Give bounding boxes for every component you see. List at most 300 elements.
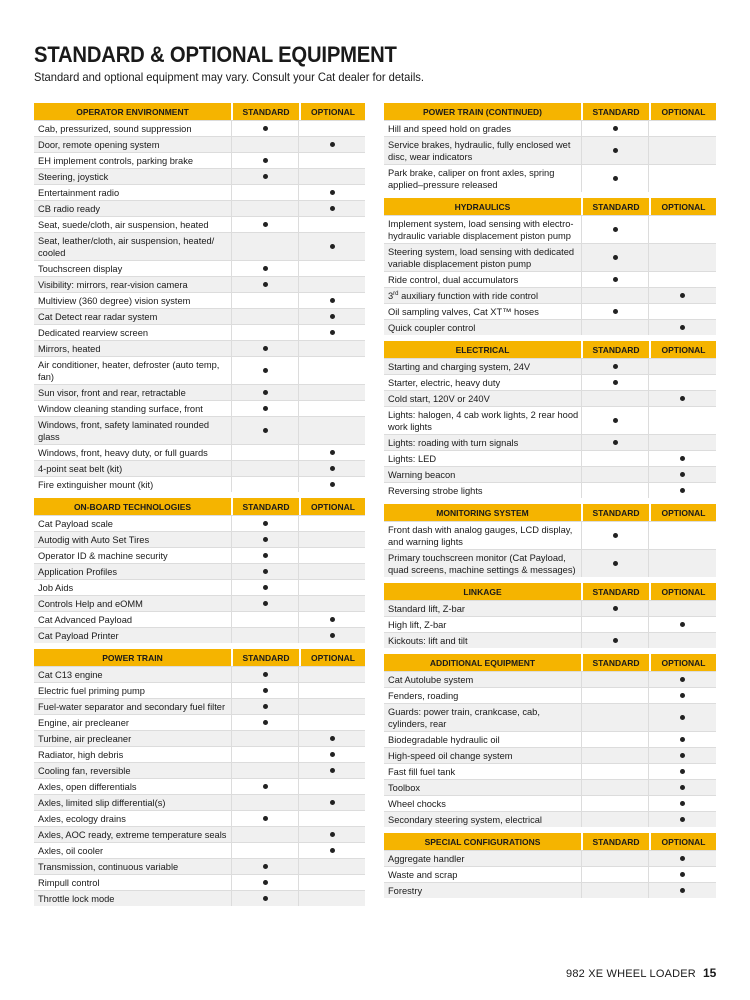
standard-column-header: STANDARD [231,103,299,120]
optional-column-header: OPTIONAL [649,103,716,120]
equipment-row [384,687,716,703]
equipment-label: Primary touchscreen monitor (Cat Payload, quad screens, machine settings & messages) [388,553,576,575]
standard-cell [581,244,648,271]
standard-cell [581,216,648,243]
equipment-label: Job Aids [38,583,74,593]
optional-cell [648,672,716,687]
bullet-icon [330,314,335,319]
section-header-electrical [384,341,716,358]
standard-cell [231,596,298,611]
optional-column-header: OPTIONAL [649,341,716,358]
equipment-row [34,515,365,531]
bullet-icon [263,816,268,821]
optional-cell [648,867,716,882]
bullet-icon [680,396,685,401]
equipment-row [384,763,716,779]
bullet-icon [680,753,685,758]
equipment-label: Dedicated rearview screen [38,328,149,338]
equipment-row [34,682,365,698]
bullet-icon [330,482,335,487]
equipment-row [384,747,716,763]
equipment-row [384,882,716,898]
standard-cell [231,385,298,400]
optional-cell [298,532,365,547]
standard-cell [581,812,648,827]
equipment-row [384,779,716,795]
equipment-label: Biodegradable hydraulic oil [388,735,500,745]
standard-cell [581,435,648,450]
optional-cell [648,812,716,827]
equipment-row [384,671,716,687]
equipment-label: Fast fill fuel tank [388,767,456,777]
section-header-on-board-technologies [34,498,365,515]
equipment-label: Fire extinguisher mount (kit) [38,480,154,490]
optional-cell [298,417,365,444]
standard-cell [581,732,648,747]
standard-cell [581,359,648,374]
equipment-label: Starter, electric, heavy duty [388,378,501,388]
equipment-row [34,842,365,858]
standard-cell [581,550,648,577]
equipment-label: CB radio ready [38,204,101,214]
equipment-label: Lights: halogen, 4 cab work lights, 2 rear hood work lights [388,410,579,432]
equipment-label: Axles, open differentials [38,782,137,792]
equipment-row [34,120,365,136]
bullet-icon [263,126,268,131]
standard-column-header: STANDARD [231,498,299,515]
bullet-icon [263,880,268,885]
equipment-row [34,476,365,492]
equipment-row [34,356,365,384]
equipment-row [34,890,365,906]
equipment-label: Service brakes, hydraulic, fully enclosed wet disc, wear indicators [388,140,571,162]
bullet-icon [613,440,618,445]
optional-cell [298,827,365,842]
equipment-row [384,600,716,616]
section-header-additional-equipment [384,654,716,671]
standard-cell [231,843,298,858]
optional-cell [648,216,716,243]
equipment-row [34,826,365,842]
equipment-label: Axles, limited slip differential(s) [38,798,166,808]
equipment-label: Seat, suede/cloth, air suspension, heated [38,220,209,230]
equipment-row [34,810,365,826]
standard-cell [581,407,648,434]
optional-cell [298,293,365,308]
equipment-row [34,308,365,324]
equipment-row [34,762,365,778]
equipment-label: Cat Payload Printer [38,631,119,641]
section-title: ON-BOARD TECHNOLOGIES [34,498,231,515]
standard-cell [231,121,298,136]
equipment-row [384,374,716,390]
standard-cell [231,477,298,492]
standard-column-header: STANDARD [231,649,299,666]
optional-cell [298,121,365,136]
section-header-special-configurations [384,833,716,850]
optional-cell [298,683,365,698]
standard-cell [231,325,298,340]
bullet-icon [613,176,618,181]
equipment-label: High lift, Z-bar [388,620,447,630]
optional-cell [648,780,716,795]
equipment-label: Park brake, caliper on front axles, spring applied–pressure released [388,168,555,190]
equipment-row [34,874,365,890]
equipment-row [384,703,716,731]
footer-model-title: 982 XE WHEEL LOADER [566,968,696,980]
equipment-row [384,632,716,648]
equipment-row [34,858,365,874]
equipment-row [34,168,365,184]
bullet-icon [613,380,618,385]
bullet-icon [613,364,618,369]
equipment-row [34,292,365,308]
equipment-row [34,216,365,232]
bullet-icon [680,677,685,682]
standard-cell [581,688,648,703]
bullet-icon [680,472,685,477]
standard-cell [231,169,298,184]
standard-cell [581,375,648,390]
standard-cell [231,153,298,168]
optional-cell [298,477,365,492]
optional-cell [298,564,365,579]
bullet-icon [680,785,685,790]
bullet-icon [330,142,335,147]
equipment-row [384,303,716,319]
standard-cell [581,165,648,192]
optional-cell [298,580,365,595]
bullet-icon [680,769,685,774]
equipment-label: Standard lift, Z-bar [388,604,465,614]
standard-cell [581,672,648,687]
bullet-icon [263,222,268,227]
standard-cell [231,217,298,232]
optional-cell [648,483,716,498]
optional-cell [298,843,365,858]
standard-cell [231,891,298,906]
standard-cell [581,617,648,632]
equipment-row [384,811,716,827]
standard-cell [581,780,648,795]
standard-cell [231,667,298,682]
optional-cell [298,309,365,324]
bullet-icon [263,864,268,869]
optional-cell [648,467,716,482]
equipment-label: Oil sampling valves, Cat XT™ hoses [388,307,539,317]
section-title: LINKAGE [384,583,581,600]
section-header-linkage [384,583,716,600]
standard-cell [581,764,648,779]
standard-cell [231,811,298,826]
standard-cell [581,121,648,136]
bullet-icon [613,126,618,131]
equipment-row [34,232,365,260]
standard-cell [231,747,298,762]
equipment-row [384,434,716,450]
standard-cell [231,548,298,563]
equipment-label: Guards: power train, crankcase, cab, cylinders, rear [388,707,540,729]
standard-cell [231,341,298,356]
bullet-icon [263,896,268,901]
equipment-row [384,466,716,482]
section-title: SPECIAL CONFIGURATIONS [384,833,581,850]
optional-cell [298,763,365,778]
bullet-icon [613,561,618,566]
equipment-row [384,164,716,192]
bullet-icon [263,406,268,411]
bullet-icon [680,456,685,461]
equipment-row [34,611,365,627]
equipment-row [34,400,365,416]
optional-cell [298,612,365,627]
equipment-row [34,444,365,460]
equipment-label: Application Profiles [38,567,118,577]
optional-cell [648,601,716,616]
equipment-row [34,184,365,200]
equipment-label: Kickouts: lift and tilt [388,636,468,646]
equipment-row [34,547,365,563]
equipment-row [384,850,716,866]
standard-cell [581,304,648,319]
optional-cell [298,596,365,611]
optional-cell [298,137,365,152]
equipment-row [34,730,365,746]
equipment-row [34,563,365,579]
optional-cell [298,516,365,531]
standard-cell [231,731,298,746]
equipment-label: Warning beacon [388,470,456,480]
standard-cell [231,628,298,643]
optional-cell [648,137,716,164]
standard-cell [231,357,298,384]
equipment-row [34,136,365,152]
optional-cell [648,617,716,632]
equipment-row [384,406,716,434]
bullet-icon [680,737,685,742]
equipment-label: Door, remote opening system [38,140,160,150]
optional-cell [648,796,716,811]
equipment-label: Mirrors, heated [38,344,101,354]
standard-cell [231,293,298,308]
section-title: MONITORING SYSTEM [384,504,581,521]
standard-cell [581,467,648,482]
equipment-label: Forestry [388,886,423,896]
optional-cell [298,747,365,762]
bullet-icon [263,346,268,351]
bullet-icon [613,255,618,260]
equipment-row [34,260,365,276]
standard-cell [231,715,298,730]
optional-cell [648,304,716,319]
equipment-row [384,549,716,577]
section-header-operator-environment [34,103,365,120]
bullet-icon [330,848,335,853]
bullet-icon [613,309,618,314]
bullet-icon [263,688,268,693]
bullet-icon [263,553,268,558]
equipment-label: Air conditioner, heater, defroster (auto temp, fan) [38,360,220,382]
equipment-label: Steering system, load sensing with dedicated variable displacement piston pump [388,247,575,269]
section-header-monitoring-system [384,504,716,521]
equipment-row [34,416,365,444]
standard-column-header: STANDARD [581,654,649,671]
optional-cell [648,764,716,779]
equipment-label: Turbine, air precleaner [38,734,132,744]
equipment-label: Cab, pressurized, sound suppression [38,124,192,134]
standard-cell [231,309,298,324]
equipment-label: Electric fuel priming pump [38,686,145,696]
standard-cell [581,851,648,866]
equipment-label: Waste and scrap [388,870,458,880]
equipment-label: EH implement controls, parking brake [38,156,194,166]
equipment-label: Rimpull control [38,878,100,888]
equipment-row [34,340,365,356]
optional-cell [648,633,716,648]
standard-cell [581,883,648,898]
optional-column-header: OPTIONAL [649,504,716,521]
optional-cell [298,261,365,276]
equipment-row [384,390,716,406]
bullet-icon [263,672,268,677]
standard-cell [231,827,298,842]
equipment-row [384,866,716,882]
equipment-label: Quick coupler control [388,323,476,333]
optional-cell [298,401,365,416]
bullet-icon [613,277,618,282]
bullet-icon [263,158,268,163]
standard-cell [231,859,298,874]
optional-cell [298,779,365,794]
equipment-row [34,579,365,595]
equipment-row [34,698,365,714]
equipment-label: Fuel-water separator and secondary fuel filter [38,702,226,712]
equipment-row [384,215,716,243]
bullet-icon [263,784,268,789]
section-title: ELECTRICAL [384,341,581,358]
standard-cell [231,612,298,627]
equipment-label: Windows, front, safety laminated rounded glass [38,420,210,442]
equipment-label: Seat, leather/cloth, air suspension, heated/ cooled [38,236,215,258]
bullet-icon [330,752,335,757]
equipment-row [34,778,365,794]
standard-column-header: STANDARD [581,833,649,850]
bullet-icon [330,832,335,837]
bullet-icon [680,693,685,698]
bullet-icon [263,368,268,373]
optional-cell [298,153,365,168]
optional-cell [298,325,365,340]
standard-column-header: STANDARD [581,198,649,215]
equipment-row [34,384,365,400]
optional-cell [648,288,716,303]
equipment-label: Transmission, continuous variable [38,862,179,872]
equipment-row [34,794,365,810]
standard-cell [231,277,298,292]
optional-cell [298,461,365,476]
optional-cell [648,883,716,898]
bullet-icon [613,227,618,232]
optional-cell [298,169,365,184]
optional-cell [298,357,365,384]
bullet-icon [680,856,685,861]
equipment-row [384,450,716,466]
optional-cell [648,407,716,434]
bullet-icon [680,888,685,893]
equipment-label: Cooling fan, reversible [38,766,131,776]
bullet-icon [263,390,268,395]
bullet-icon [613,533,618,538]
standard-cell [581,272,648,287]
equipment-label: Fenders, roading [388,691,459,701]
equipment-row [34,595,365,611]
equipment-label: Steering, joystick [38,172,109,182]
section-title: HYDRAULICS [384,198,581,215]
equipment-column-right [384,103,716,898]
optional-cell [298,385,365,400]
optional-cell [298,341,365,356]
optional-cell [298,859,365,874]
equipment-label: 4-point seat belt (kit) [38,464,123,474]
standard-cell [231,461,298,476]
optional-cell [298,667,365,682]
section-header-hydraulics [384,198,716,215]
bullet-icon [330,617,335,622]
equipment-row [384,795,716,811]
bullet-icon [330,330,335,335]
optional-cell [298,217,365,232]
section-header-power-train [34,649,365,666]
optional-cell [648,748,716,763]
equipment-label: Lights: roading with turn signals [388,438,519,448]
equipment-label: Cat Detect rear radar system [38,312,158,322]
optional-cell [298,811,365,826]
optional-cell [648,451,716,466]
standard-column-header: STANDARD [581,341,649,358]
standard-cell [231,875,298,890]
standard-cell [231,417,298,444]
equipment-row [34,276,365,292]
equipment-label: Cat Advanced Payload [38,615,133,625]
bullet-icon [330,298,335,303]
optional-cell [648,359,716,374]
standard-cell [581,522,648,549]
bullet-icon [263,569,268,574]
optional-cell [648,244,716,271]
equipment-label: Cat Payload scale [38,519,113,529]
bullet-icon [680,325,685,330]
standard-cell [231,795,298,810]
optional-cell [298,875,365,890]
equipment-label: Controls Help and eOMM [38,599,143,609]
bullet-icon [613,148,618,153]
section-title: POWER TRAIN [34,649,231,666]
equipment-label: Reversing strobe lights [388,486,483,496]
equipment-label: Touchscreen display [38,264,123,274]
optional-cell [298,185,365,200]
equipment-label: Lights: LED [388,454,437,464]
equipment-row [34,627,365,643]
section-title: POWER TRAIN (CONTINUED) [384,103,581,120]
bullet-icon [330,736,335,741]
equipment-label: Throttle lock mode [38,894,115,904]
bullet-icon [330,190,335,195]
equipment-label: Sun visor, front and rear, retractable [38,388,186,398]
bullet-icon [680,622,685,627]
optional-cell [648,704,716,731]
optional-column-header: OPTIONAL [299,498,365,515]
bullet-icon [330,466,335,471]
